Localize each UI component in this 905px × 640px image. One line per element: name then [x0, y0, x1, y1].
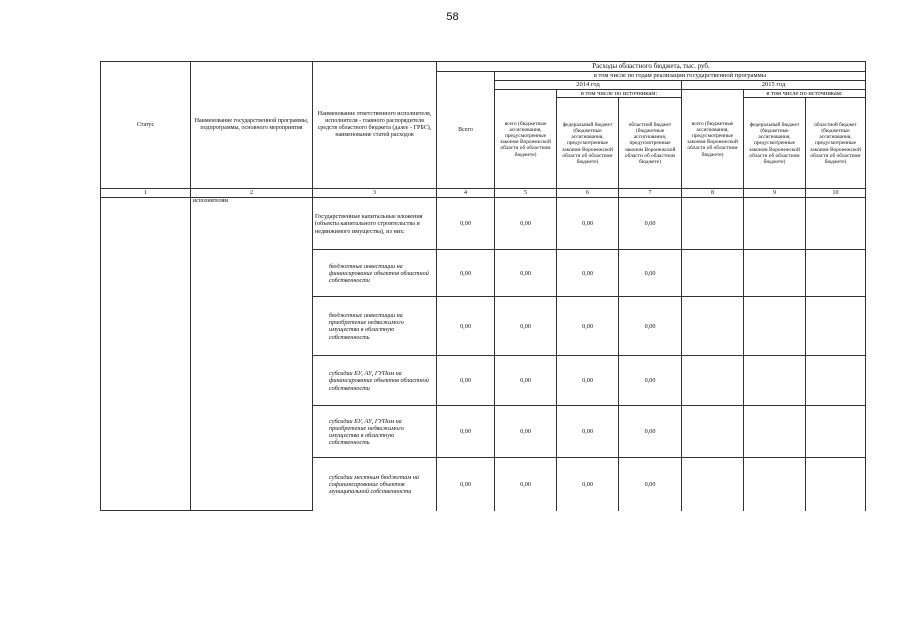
- row-2015-total: [682, 198, 744, 250]
- header-status: Статус: [101, 62, 191, 189]
- header-program-name: Наименование государственной программы, подпрограммы, основного мероприятия: [191, 62, 313, 189]
- page-number: 58: [446, 11, 459, 23]
- column-number: 5: [495, 189, 557, 198]
- row-2014-federal: 0,00: [557, 250, 619, 297]
- row-total: 0,00: [437, 198, 495, 250]
- row-2014-federal: 0,00: [557, 297, 619, 356]
- column-number: 9: [744, 189, 806, 198]
- column-number: 8: [682, 189, 744, 198]
- row-2015-total: [682, 297, 744, 356]
- row-2014-regional: 0,00: [619, 198, 682, 250]
- header-col10: областной бюджет (бюджетные ассигнования, предусмотренные законом Воронежской области об областном бюджете): [806, 98, 866, 189]
- column-number: 2: [191, 189, 313, 198]
- row-total: 0,00: [437, 297, 495, 356]
- row-2014-total: 0,00: [495, 250, 557, 297]
- row-label: субсидии БУ, АУ, ГУПам на финансирование объектов областной собственности: [313, 356, 437, 406]
- header-col9: федеральный бюджет (бюджетные ассигнования, предусмотренные законом Воронежской области об областном бюджете): [744, 98, 806, 189]
- header-by-years: в том числе по годам реализации государственной программы: [495, 72, 866, 81]
- column-number: 10: [806, 189, 866, 198]
- row-2014-total: 0,00: [495, 198, 557, 250]
- row-2015-regional: [806, 406, 866, 458]
- row-label: субсидии БУ, АУ, ГУПам на приобретение недвижимого имущества в областную собственность: [313, 406, 437, 458]
- header-2014-sources: в том числе по источникам:: [557, 90, 682, 98]
- row-label: субсидии местным бюджетам на софинансирование объектов муниципальной собственности: [313, 458, 437, 511]
- row-2014-regional: 0,00: [619, 297, 682, 356]
- header-year-2015: 2015 год: [682, 81, 866, 90]
- row-2014-federal: 0,00: [557, 356, 619, 406]
- table-row: [101, 198, 866, 250]
- row-2014-total: 0,00: [495, 297, 557, 356]
- row-2014-federal: 0,00: [557, 198, 619, 250]
- row-2015-total: [682, 250, 744, 297]
- row-2014-federal: 0,00: [557, 406, 619, 458]
- row-label: Государственные капитальные вложения (объекты капитального строительства и недвижимого имущества), из них:: [313, 198, 437, 250]
- header-year-2014: 2014 год: [495, 81, 682, 90]
- budget-table: [100, 61, 866, 511]
- role-label: исполнителям: [191, 198, 313, 511]
- column-number: 6: [557, 189, 619, 198]
- header-col7: областной бюджет (бюджетные ассигнования, предусмотренные законом Воронежской области об областном бюджете): [619, 98, 682, 189]
- header-2015-sources: в том числе по источникам:: [744, 90, 866, 98]
- row-2014-total: 0,00: [495, 458, 557, 511]
- header-col8: всего (бюджетные ассигнования, предусмотренные законом Воронежской области об областном бюджете): [682, 90, 744, 189]
- row-2015-regional: [806, 198, 866, 250]
- column-number: 4: [437, 189, 495, 198]
- header-budget-expenses: Расходы областного бюджета, тыс. руб.: [437, 62, 866, 72]
- header-col6: федеральный бюджет (бюджетные ассигнования, предусмотренные законом Воронежской области об областном бюджете): [557, 98, 619, 189]
- row-2014-regional: 0,00: [619, 458, 682, 511]
- header-col5: всего (бюджетные ассигнования, предусмотренные законом Воронежской области об областном бюджете): [495, 90, 557, 189]
- row-2015-total: [682, 458, 744, 511]
- column-number: 3: [313, 189, 437, 198]
- column-number: 1: [101, 189, 191, 198]
- row-2014-regional: 0,00: [619, 250, 682, 297]
- row-2015-total: [682, 406, 744, 458]
- header-total: Всего: [437, 72, 495, 189]
- header-executor-name: Наименование ответственного исполнителя, исполнителя - главного распорядителя средств областного бюджета (далее - ГРБС), наименование статей расходов: [313, 62, 437, 189]
- row-total: 0,00: [437, 458, 495, 511]
- row-2015-federal: [744, 297, 806, 356]
- row-2015-regional: [806, 458, 866, 511]
- row-2015-federal: [744, 458, 806, 511]
- row-2015-regional: [806, 356, 866, 406]
- row-2015-total: [682, 356, 744, 406]
- row-2015-regional: [806, 250, 866, 297]
- row-2014-regional: 0,00: [619, 406, 682, 458]
- row-2014-total: 0,00: [495, 406, 557, 458]
- column-number: 7: [619, 189, 682, 198]
- row-label: бюджетные инвестиции на приобретение недвижимого имущества в областную собственность: [313, 297, 437, 356]
- row-2015-regional: [806, 297, 866, 356]
- row-2014-federal: 0,00: [557, 458, 619, 511]
- row-2014-total: 0,00: [495, 356, 557, 406]
- row-2015-federal: [744, 406, 806, 458]
- status-cell: [101, 198, 191, 511]
- row-2015-federal: [744, 250, 806, 297]
- row-total: 0,00: [437, 406, 495, 458]
- row-label: бюджетные инвестиции на финансирование объектов областной собственности: [313, 250, 437, 297]
- row-total: 0,00: [437, 250, 495, 297]
- row-2015-federal: [744, 356, 806, 406]
- row-2014-regional: 0,00: [619, 356, 682, 406]
- row-2015-federal: [744, 198, 806, 250]
- row-total: 0,00: [437, 356, 495, 406]
